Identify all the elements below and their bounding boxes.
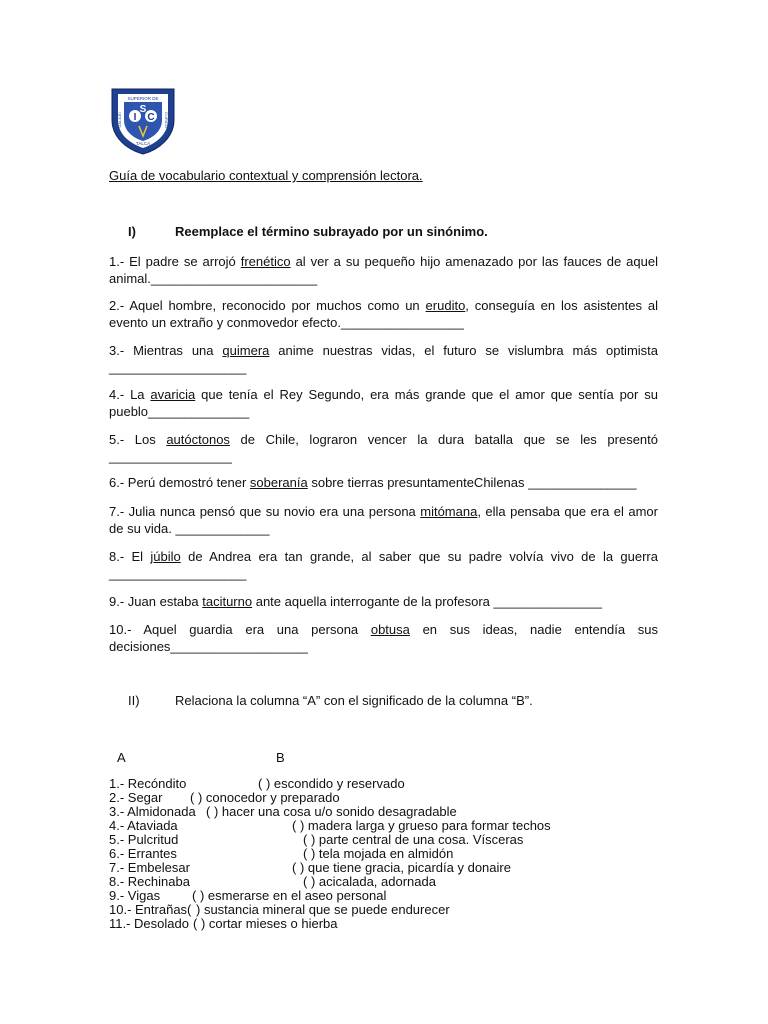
underlined-term: avaricia [150,387,196,402]
column-a-heading: A [117,750,126,765]
column-b-definition[interactable]: ( ) esmerarse en el aseo personal [192,888,387,903]
column-a-term: 2.- Segar [109,790,163,805]
item-answer-line[interactable]: de su vida. _____________ [109,521,270,536]
underlined-term: júbilo [150,549,181,564]
logo-letter-s: S [139,104,147,115]
underlined-term: frenético [240,254,291,269]
column-a-term: 6.- Errantes [109,846,177,861]
matching-row [109,777,609,791]
document-title: Guía de vocabulario contextual y comprensión lectora. [109,168,423,183]
matching-row [109,875,609,889]
vocabulary-item [109,297,658,331]
item-text-before: 7.- Julia nunca pensó que su novio era una persona [109,504,421,519]
underlined-term: erudito [425,298,466,313]
matching-row [109,833,609,847]
item-answer-line[interactable]: animal._______________________ [109,271,318,286]
item-text-after: al ver a su pequeño hijo amenazado por las fauces de aquel [290,254,658,269]
column-b-definition[interactable]: ) sustancia mineral que se puede endurecer [196,902,450,917]
vocabulary-item [109,593,658,610]
column-b-definition[interactable]: ( ) hacer una cosa u/o sonido desagradable [206,804,457,819]
underlined-term: obtusa [370,622,410,637]
item-sentence [109,474,658,491]
column-a-term: 10.- Entrañas( [109,902,192,917]
underlined-term: mitómana [420,504,478,519]
matching-row [109,805,609,819]
matching-row [109,861,609,875]
matching-row [109,903,609,917]
item-text-before: 2.- Aquel hombre, reconocido por muchos como un [109,298,426,313]
item-text-before: 4.- La [109,387,151,402]
item-text-after: en sus ideas, nadie entendía sus [409,622,658,637]
section-1-number: I) [128,224,136,239]
item-text-before: 8.- El [109,549,151,564]
item-answer-line[interactable]: ___________________ [109,566,247,581]
column-b-heading: B [276,750,285,765]
column-b-definition[interactable]: ( ) parte central de una cosa. Vísceras [303,832,524,847]
item-sentence [109,503,658,520]
vocabulary-item [109,386,658,420]
item-sentence [109,621,658,638]
matching-row [109,847,609,861]
item-sentence [109,548,658,565]
item-text-before: 9.- Juan estaba [109,594,203,609]
item-answer-line[interactable]: pueblo______________ [109,404,250,419]
matching-row [109,889,609,903]
section-1-instruction: Reemplace el término subrayado por un sinónimo. [175,224,488,239]
matching-row [109,791,609,805]
item-text-after: de Andrea era tan grande, al saber que su padre volvía vivo de la guerra [180,549,658,564]
item-sentence [109,253,658,270]
column-b-definition[interactable]: ( ) tela mojada en almidón [303,846,454,861]
vocabulary-item [109,342,658,376]
column-b-definition[interactable]: ( ) escondido y reservado [258,776,405,791]
column-a-term: 9.- Vigas [109,888,161,903]
logo-top-text: SUPERIOR DE [127,96,159,101]
underlined-term: quimera [222,343,270,358]
logo-letter-c: C [147,112,155,123]
item-text-after: anime nuestras vidas, el futuro se vislumbra más optimista [269,343,659,358]
section-2-instruction: Relaciona la columna “A” con el significado de la columna “B”. [175,693,533,708]
matching-row [109,917,609,931]
item-sentence [109,386,658,403]
column-a-term: 5.- Pulcritud [109,832,179,847]
logo-left-text: GALILEI [117,112,122,128]
item-text-before: 1.- El padre se arrojó [109,254,241,269]
school-logo [108,86,178,156]
vocabulary-item [109,474,658,491]
column-b-definition[interactable]: ( ) conocedor y preparado [190,790,340,805]
column-a-term: 4.- Ataviada [109,818,178,833]
column-b-definition[interactable]: ( ) que tiene gracia, picardía y donaire [292,860,511,875]
item-answer-line[interactable]: evento un extraño y conmovedor efecto._________________ [109,315,464,330]
item-text-before: 6.- Perú demostró tener [109,475,250,490]
item-text-after: , ella pensaba que era el amor [477,504,658,519]
item-sentence [109,342,658,359]
item-text-before: 3.- Mientras una [109,343,223,358]
logo-bottom-text: TALCA [135,141,151,146]
logo-right-text: CURICO [164,112,169,128]
item-text-after: ante aquella interrogante de la profesora _______________ [252,594,602,609]
column-b-definition[interactable]: ( ) madera larga y grueso para formar techos [292,818,551,833]
vocabulary-item [109,548,658,582]
vocabulary-item [109,431,658,465]
item-text-after: , conseguía en los asistentes al [465,298,658,313]
item-sentence [109,297,658,314]
vocabulary-item [109,503,658,537]
item-answer-line[interactable]: _________________ [109,449,232,464]
vocabulary-item [109,253,658,287]
column-a-term: 11.- Desolado [109,916,189,931]
item-text-after: sobre tierras presuntamenteChilenas _______________ [307,475,637,490]
column-b-definition[interactable]: ( ) acicalada, adornada [303,874,436,889]
matching-row [109,819,609,833]
underlined-term: autóctonos [166,432,230,447]
vocabulary-item [109,621,658,655]
item-sentence [109,593,658,610]
item-text-after: de Chile, lograron vencer la dura batalla que se les presentó [229,432,658,447]
item-answer-line[interactable]: ___________________ [109,360,247,375]
column-b-definition[interactable]: ( ) cortar mieses o hierba [193,916,338,931]
column-a-term: 3.- Almidonada [109,804,196,819]
logo-letter-i: I [133,112,137,123]
column-a-term: 8.- Rechinaba [109,874,190,889]
item-answer-line[interactable]: decisiones___________________ [109,639,308,654]
item-text-before: 5.- Los [109,432,167,447]
column-a-term: 1.- Recóndito [109,776,187,791]
column-a-term: 7.- Embelesar [109,860,190,875]
item-text-after: que tenía el Rey Segundo, era más grande que el amor que sentía por su [195,387,658,402]
item-sentence [109,431,658,448]
section-2-number: II) [128,693,140,708]
underlined-term: taciturno [202,594,253,609]
underlined-term: soberanía [249,475,308,490]
item-text-before: 10.- Aquel guardia era una persona [109,622,371,637]
